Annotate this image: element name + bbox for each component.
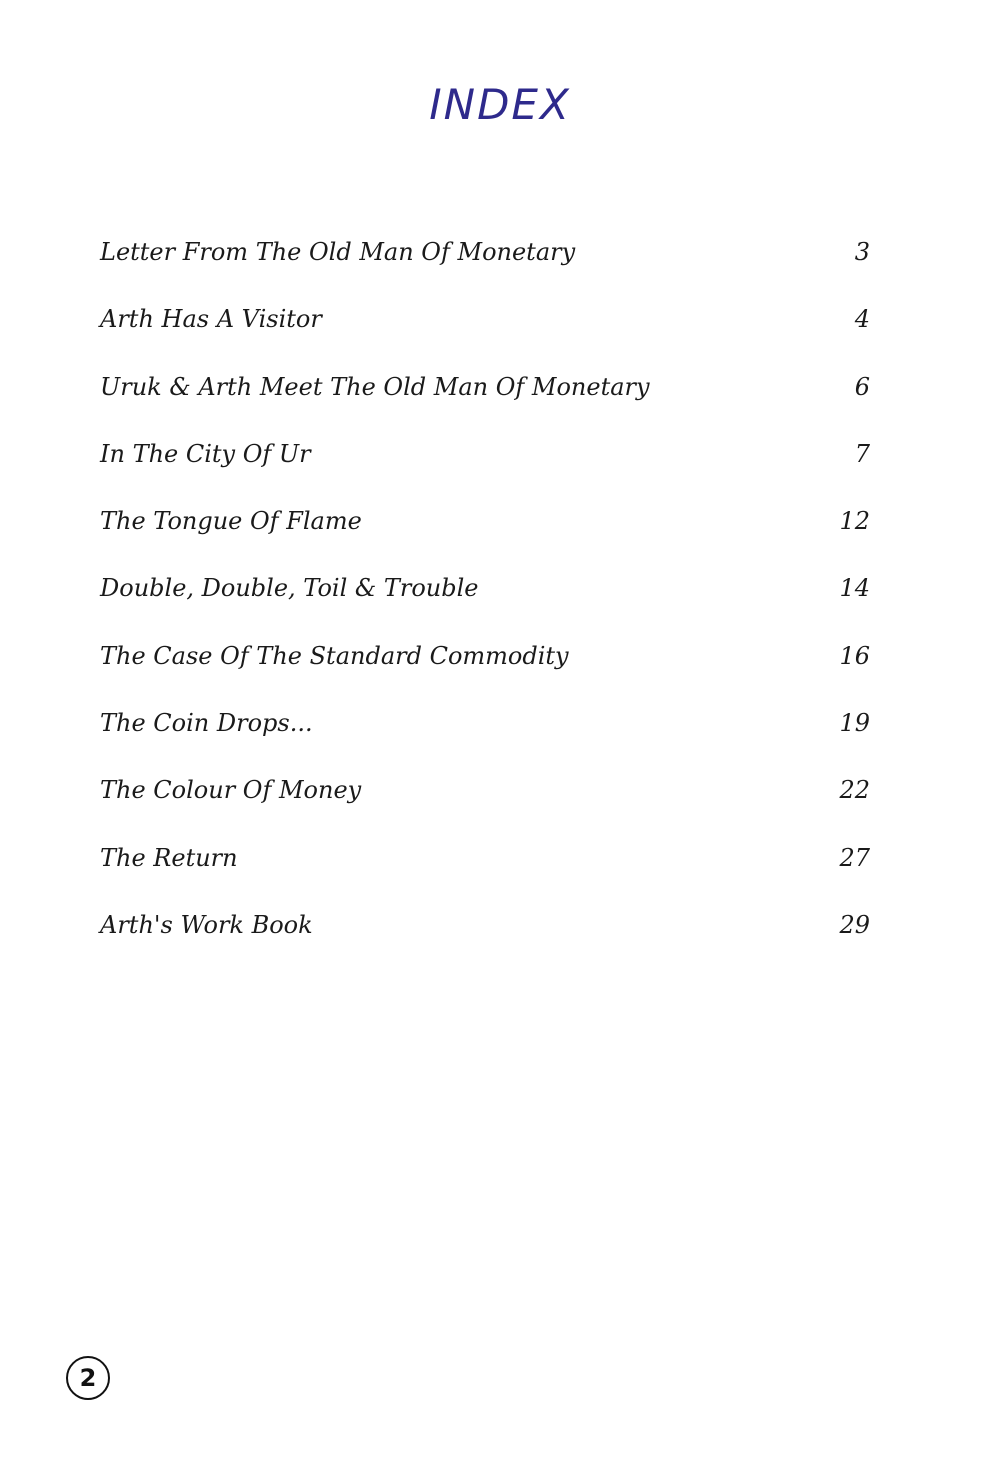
toc-entry-page: 7	[854, 439, 870, 468]
toc-entry-page: 12	[839, 507, 870, 536]
toc-entry-title: Uruk & Arth Meet The Old Man Of Monetary	[100, 372, 650, 401]
toc-entry-title: The Tongue Of Flame	[100, 507, 362, 536]
toc-entry-title: Arth Has A Visitor	[100, 305, 322, 334]
toc-entry	[100, 228, 870, 295]
toc-entry-title: Arth's Work Book	[100, 910, 313, 939]
toc-entry-title: In The City Of Ur	[100, 439, 311, 468]
toc-entry	[100, 632, 870, 699]
toc-entry-page: 3	[854, 238, 870, 266]
toc-entry	[100, 363, 870, 430]
toc-entry-page: 6	[854, 372, 870, 401]
toc-entry	[100, 766, 870, 833]
toc-entry	[100, 497, 870, 564]
toc-entry-page: 27	[839, 843, 870, 872]
toc-entry	[100, 699, 870, 766]
toc-entry	[100, 901, 870, 968]
toc-entry	[100, 430, 870, 497]
toc-entry-page: 4	[854, 305, 870, 334]
page-title: INDEX	[429, 80, 571, 129]
toc-entry-title: The Return	[100, 843, 238, 872]
toc-entry-page: 19	[839, 709, 870, 738]
toc-entry-page: 22	[839, 776, 870, 805]
page-number-badge: 2	[66, 1356, 110, 1400]
toc-entry-title: Double, Double, Toil & Trouble	[100, 574, 479, 603]
toc-entry-title: The Case Of The Standard Commodity	[100, 641, 569, 670]
toc-entry	[100, 295, 870, 362]
table-of-contents	[100, 228, 870, 968]
toc-entry-page: 29	[839, 910, 870, 939]
toc-entry-title: Letter From The Old Man Of Monetary	[100, 238, 576, 266]
toc-entry-page: 14	[839, 574, 870, 603]
toc-entry	[100, 834, 870, 901]
toc-entry-page: 16	[839, 641, 870, 670]
toc-entry	[100, 564, 870, 631]
toc-entry-title: The Coin Drops...	[100, 709, 313, 738]
toc-entry-title: The Colour Of Money	[100, 776, 362, 805]
